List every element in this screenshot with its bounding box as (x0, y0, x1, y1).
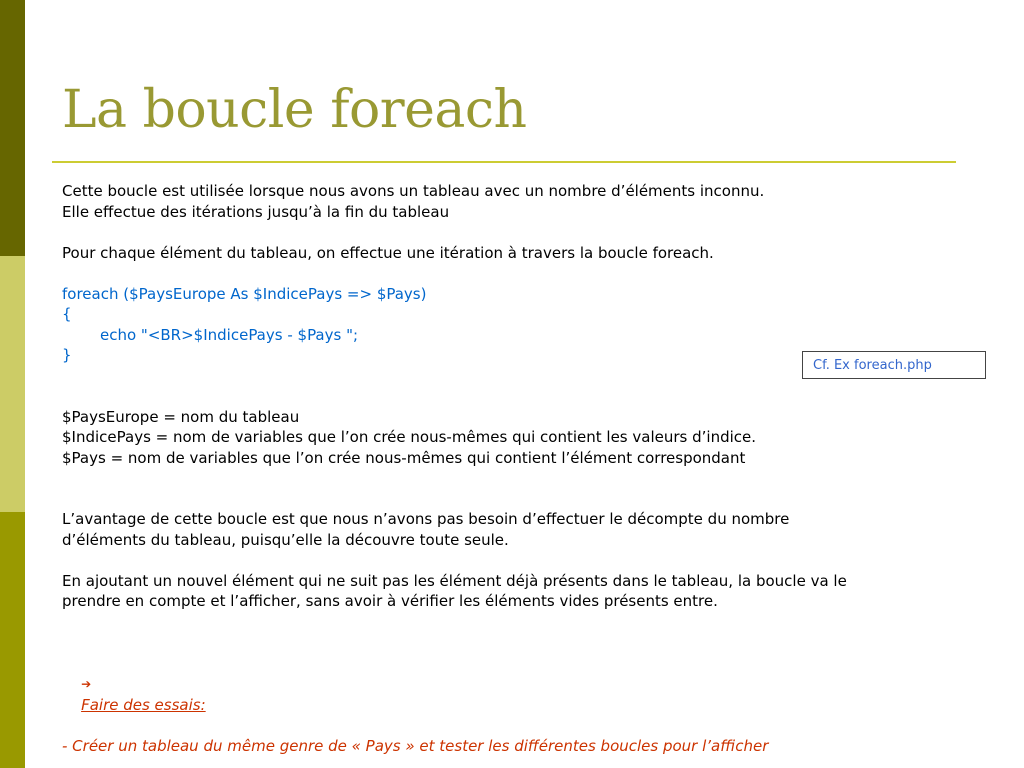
blank-line (62, 550, 972, 571)
blank-line (62, 386, 972, 407)
definition-line-2: $IndicePays = nom de variables que l’on crée nous-mêmes qui contient les valeurs d’indice. (62, 428, 757, 446)
blank-line (62, 489, 972, 510)
exercise-heading: Faire des essais: (81, 695, 206, 714)
exercise-task: - Créer un tableau du même genre de « Pays » et tester les différentes boucles pour l’afficher (62, 736, 769, 755)
title-underline (52, 161, 956, 163)
code-line-4: } (62, 346, 72, 364)
exercise-heading-row (62, 653, 972, 736)
code-line-3: echo "<BR>$IndicePays - $Pays "; (100, 325, 359, 344)
blank-line (62, 632, 972, 653)
adding-line-2: prendre en compte et l’afficher, sans avoir à vérifier les éléments vides présents entre. (62, 592, 718, 610)
sidebar-decoration (0, 0, 25, 768)
code-line-1: foreach ($PaysEurope As $IndicePays => $Pays) (62, 284, 427, 303)
reference-box: Cf. Ex foreach.php (802, 351, 986, 379)
blank-line (62, 468, 972, 489)
definition-line-3: $Pays = nom de variables que l’on crée nous-mêmes qui contient l’élément correspondant (62, 448, 746, 467)
adding-line-1: En ajoutant un nouvel élément qui ne suit pas les élément déjà présents dans le tableau, la boucle va le (62, 571, 847, 590)
slide-title: La boucle foreach (62, 80, 527, 140)
sidebar-segment-middle (0, 256, 25, 512)
sidebar-segment-top (0, 0, 25, 256)
code-line-2: { (62, 305, 72, 323)
arrow-right-icon: ➔ (81, 677, 92, 691)
advantage-line-1: L’avantage de cette boucle est que nous n’avons pas besoin d’effectuer le décompte du nombre (62, 510, 790, 528)
advantage-line-2: d’éléments du tableau, puisqu’elle la découvre toute seule. (62, 530, 509, 549)
intro-line-1: Cette boucle est utilisée lorsque nous avons un tableau avec un nombre d’éléments inconnu. (62, 182, 765, 200)
slide-body (62, 181, 972, 756)
blank-line (62, 263, 972, 284)
intro-line-3: Pour chaque élément du tableau, on effectue une itération à travers la boucle foreach. (62, 243, 714, 262)
intro-line-2: Elle effectue des itérations jusqu’à la fin du tableau (62, 202, 450, 221)
blank-line (62, 222, 972, 243)
blank-line (62, 612, 972, 633)
sidebar-segment-bottom (0, 512, 25, 768)
definition-line-1: $PaysEurope = nom du tableau (62, 407, 300, 426)
